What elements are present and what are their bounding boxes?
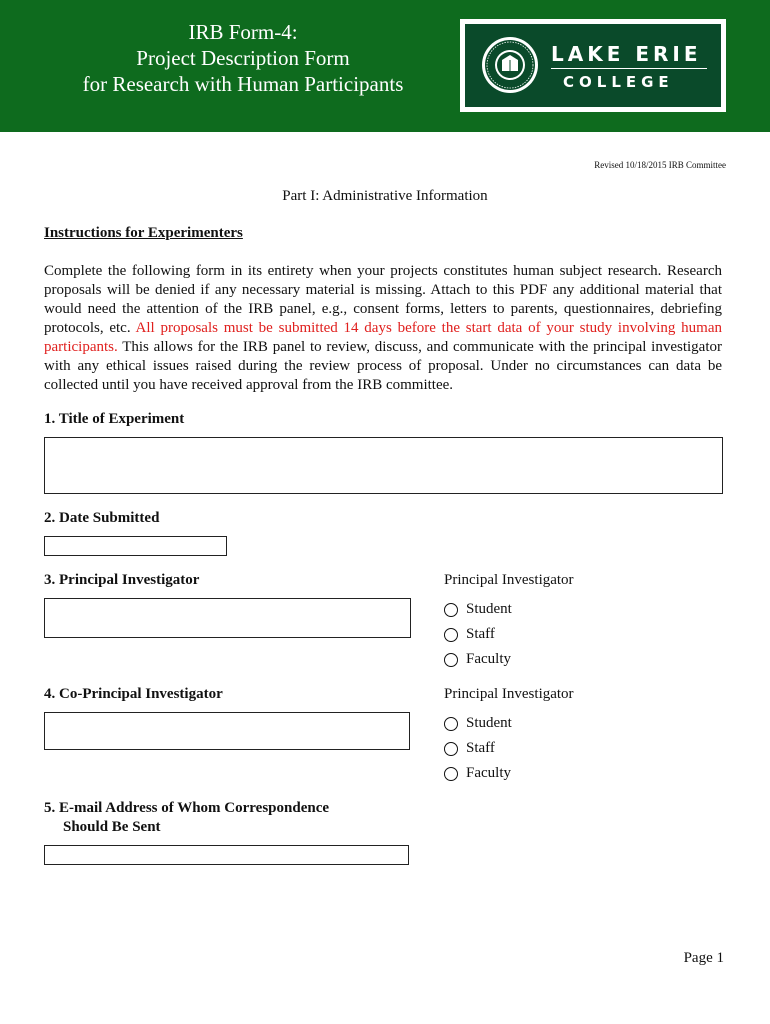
- instructions-text-1: Complete the following form in its entirety when your projects constitutes human subject research. Research proposals will be denied if any necessary material is missing. Attach to this PDF any additional material that would need the attention of the IRB panel, e.g., consent forms, letters to parents, questionnaires, debriefing protocols, etc.: [44, 263, 722, 336]
- pi-role-staff[interactable]: Staff: [444, 626, 495, 643]
- logo-lake-erie: LAKE ERIE: [551, 42, 702, 66]
- pi-input[interactable]: [44, 598, 411, 638]
- form-title: [58, 19, 428, 97]
- instructions-text-2: This allows for the IRB panel to review, discuss, and communicate with the principal investigator with any ethical issues raised during the review process of proposal. Under no circumstances can data be collected until you have received approval from the IRB committee.: [44, 339, 722, 393]
- copi-role-faculty[interactable]: Faculty: [444, 765, 511, 782]
- copi-input[interactable]: [44, 712, 410, 750]
- logo-college: COLLEGE: [563, 73, 674, 91]
- page-number: Page 1: [683, 950, 724, 966]
- email-label-line-1: 5. E-mail Address of Whom Correspondence: [44, 800, 330, 816]
- radio-icon[interactable]: [444, 742, 458, 756]
- copi-role-label: Principal Investigator: [444, 686, 574, 702]
- form-title-line-2: Project Description Form: [136, 46, 350, 70]
- radio-icon[interactable]: [444, 628, 458, 642]
- radio-icon[interactable]: [444, 653, 458, 667]
- pi-role-faculty[interactable]: Faculty: [444, 651, 511, 668]
- logo-divider: [551, 68, 707, 69]
- copi-role-student[interactable]: Student: [444, 715, 512, 732]
- instructions-deadline-warning: All proposals must be submitted 14 days before the start data of your study involving human participants.: [44, 320, 722, 355]
- header-banner: [0, 0, 770, 132]
- pi-role-student[interactable]: Student: [444, 601, 512, 618]
- date-label: 2. Date Submitted: [44, 510, 160, 526]
- radio-icon[interactable]: [444, 767, 458, 781]
- title-label: 1. Title of Experiment: [44, 411, 185, 427]
- pi-role-label: Principal Investigator: [444, 572, 574, 588]
- copi-role-staff[interactable]: Staff: [444, 740, 495, 757]
- pi-label: 3. Principal Investigator: [44, 572, 200, 588]
- instructions-body: [44, 262, 722, 395]
- email-input[interactable]: [44, 845, 409, 865]
- college-logo: [460, 19, 726, 112]
- instructions-heading: Instructions for Experimenters: [44, 225, 243, 241]
- radio-icon[interactable]: [444, 603, 458, 617]
- college-seal-icon: [481, 36, 539, 94]
- revised-note: Revised 10/18/2015 IRB Committee: [594, 160, 726, 170]
- date-input[interactable]: [44, 536, 227, 556]
- copi-label: 4. Co-Principal Investigator: [44, 686, 223, 702]
- form-title-line-3: for Research with Human Participants: [82, 72, 404, 96]
- form-title-line-1: IRB Form-4:: [188, 20, 298, 44]
- part-title: Part I: Administrative Information: [282, 188, 488, 204]
- email-label-line-2: Should Be Sent: [63, 819, 161, 835]
- title-input[interactable]: [44, 437, 723, 494]
- radio-icon[interactable]: [444, 717, 458, 731]
